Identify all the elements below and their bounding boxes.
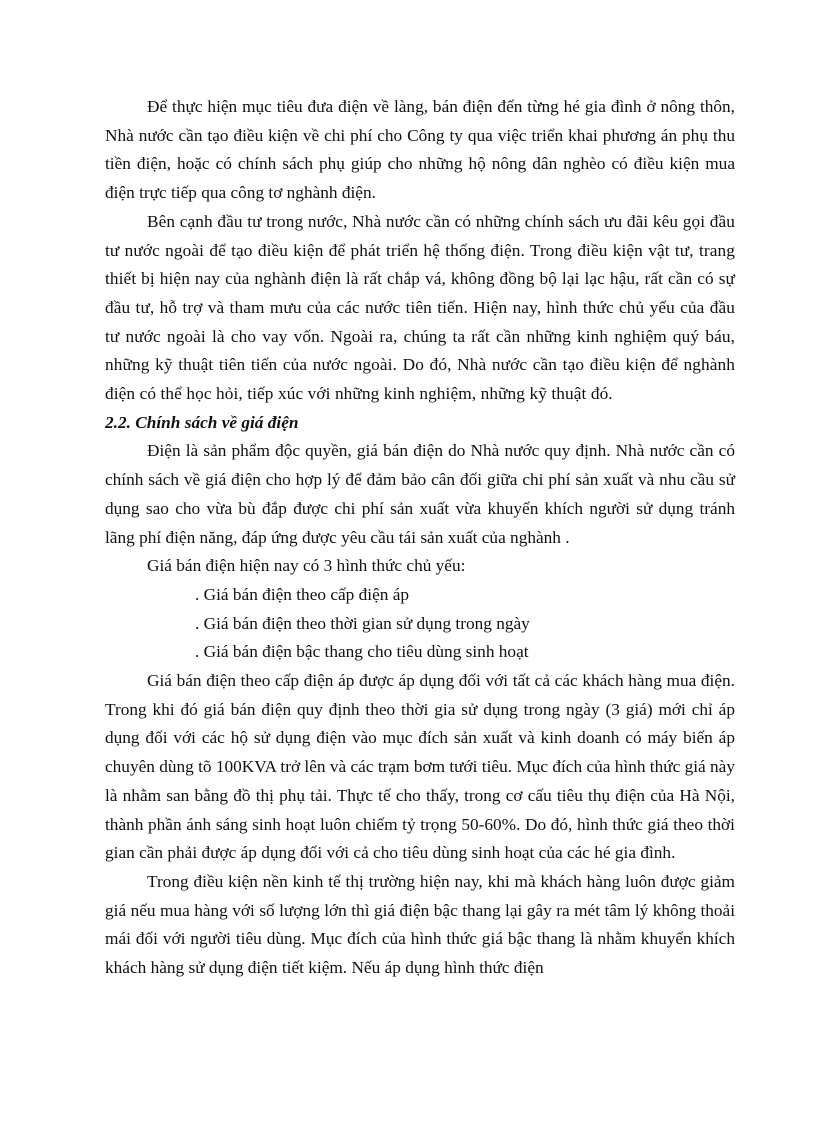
paragraph-electricity-pricing: Điện là sản phẩm độc quyền, giá bán điện do Nhà nước quy định. Nhà nước cần có chính sách về giá điện cho hợp lý để đảm bảo cân đối giữa chi phí sản xuất và nhu cầu sử dụng sao cho vừa bù đắp được chi phí sản xuất vừa khuyến khích người sử dụng tránh lãng phí điện năng, đáp ứng được yêu cầu tái sản xuất của nghành . [105, 441, 735, 547]
paragraph-rural-electrification: Để thực hiện mục tiêu đưa điện về làng, bán điện đến từng hé gia đình ở nông thôn, Nhà nước cần tạo điều kiện về chi phí cho Công ty qua việc triển khai phương án phụ thu tiền điện, hoặc có chính sách phụ giúp cho những hộ nông dân nghèo có điều kiện mua điện trực tiếp qua công tơ nghành điện. [105, 97, 735, 203]
section-heading: 2.2. Chính sách về giá điện [105, 412, 299, 432]
list-item: . Giá bán điện theo cấp điện áp [195, 584, 410, 604]
paragraph-foreign-investment: Bên cạnh đầu tư trong nước, Nhà nước cần có những chính sách ưu đãi kêu gọi đầu tư nước ngoài để tạo điều kiện để phát triển hệ thống điện. Trong điều kiện vật tư, trang thiết bị hiện nay của nghành điện là rất chắp vá, không đồng bộ lại lạc hậu, rất cần có sự đầu tư, hỗ trợ và tham mưu của các nước tiên tiến. Hiện nay, hình thức chủ yếu của đầu tư nước ngoài là cho vay vốn. Ngoài ra, chúng ta rất cần những kinh nghiệm quý báu, những kỹ thuật tiên tiến của nước ngoài. Do đó, Nhà nước cần tạo điều kiện để nghành điện có thể học hỏi, tiếp xúc với những kinh nghiệm, những kỹ thuật đó. [105, 211, 735, 404]
list-item: . Giá bán điện theo thời gian sử dụng trong ngày [195, 613, 530, 633]
list-intro: Giá bán điện hiện nay có 3 hình thức chủ yếu: [147, 556, 466, 576]
list-item: . Giá bán điện bậc thang cho tiêu dùng sinh hoạt [195, 642, 529, 662]
document-body [105, 93, 735, 983]
paragraph-voltage-pricing: Giá bán điện theo cấp điện áp được áp dụng đối với tất cả các khách hàng mua điện. Trong khi đó giá bán điện quy định theo thời gia sử dụng trong ngày (3 giá) mới chỉ áp dụng đối với các hộ sử dụng điện vào mục đích sản xuất và kinh doanh có máy biến áp chuyên dùng tõ 100KVA trở lên và các trạm bơm tưới tiêu. Mục đích của hình thức giá này là nhằm san bằng đồ thị phụ tải. Thực tế cho thấy, trong cơ cấu tiêu thụ điện của Hà Nội, thành phần ánh sáng sinh hoạt luôn chiếm tỷ trọng 50-60%. Do đó, hình thức giá theo thời gian cần phải được áp dụng đối với cả cho tiêu dùng sinh hoạt của các hé gia đình. [105, 671, 735, 863]
paragraph-tiered-pricing: Trong điều kiện nền kinh tế thị trường hiện nay, khi mà khách hàng luôn được giảm giá nếu mua hàng với số lượng lớn thì giá điện bậc thang lại gây ra mét tâm lý không thoải mái đối với người tiêu dùng. Mục đích của hình thức giá bậc thang là nhằm khuyến khích khách hàng sử dụng điện tiết kiệm. Nếu áp dụng hình thức điện [105, 871, 735, 978]
